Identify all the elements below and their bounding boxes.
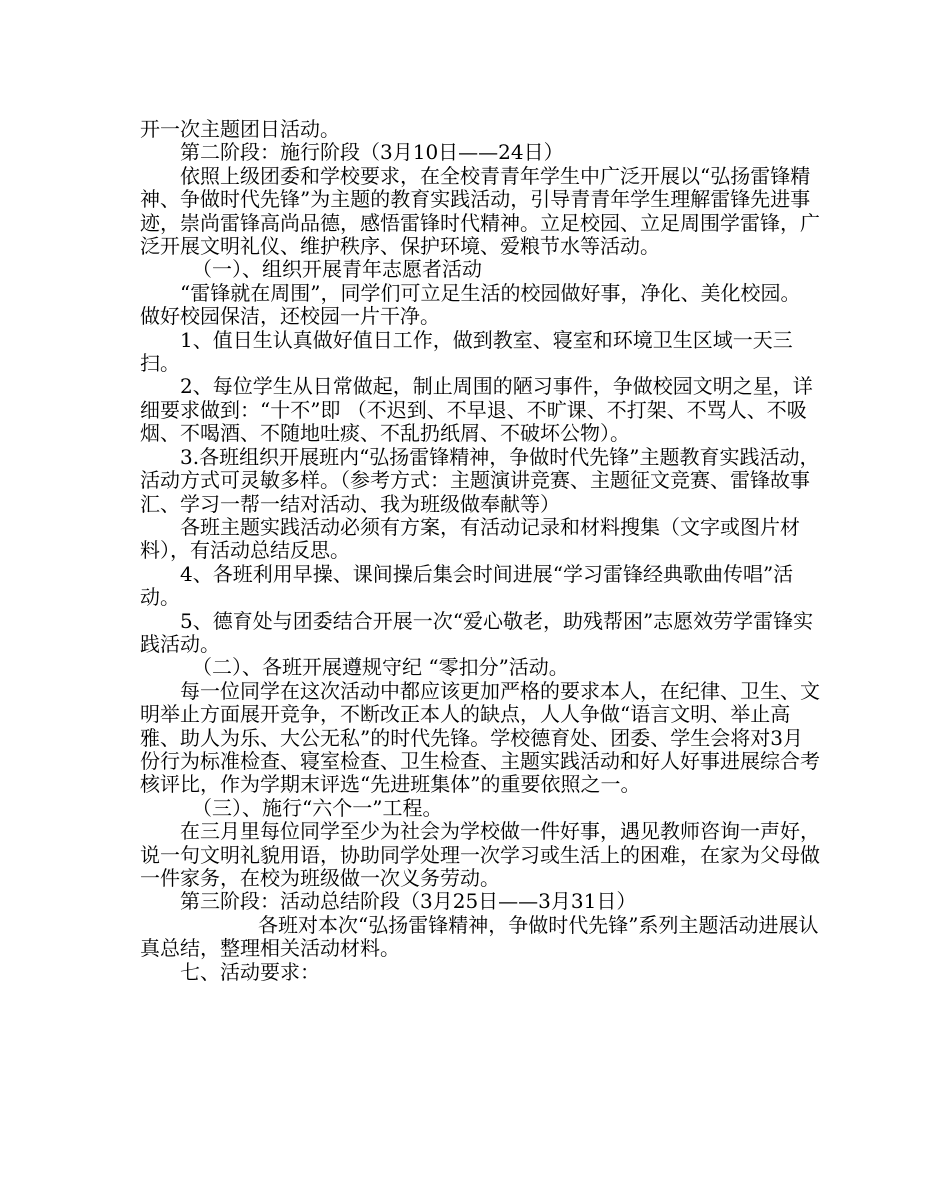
paragraph-3: 依照上级团委和学校要求，在全校青青年学生中广泛开展以“弘扬雷锋精神、争做时代先锋”为主题的教育实践活动，引导青青年学生理解雷锋先进事迹，崇尚雷锋高尚品德，感悟雷锋时代精神。立足校园、立足周围学雷锋，广泛开展文明礼仪、维护秩序、保护环境、爱粮节水等活动。	[140, 163, 820, 259]
section-heading-1: （一）、组织开展青年志愿者活动	[192, 257, 482, 282]
paragraph-9: 各班主题实践活动必须有方案，有活动记录和材料搜集（文字或图片材料），有活动总结反思。	[140, 514, 800, 563]
list-item-1: 1、值日生认真做好值日工作，做到教室、寝室和环境卫生区域一天三扫。	[140, 327, 793, 376]
section-heading-7: 七、活动要求：	[180, 959, 320, 984]
list-item-5: 5、德育处与团委结合开展一次“爱心敬老，助残帮困”志愿效劳学雷锋实践活动。	[140, 608, 814, 656]
paragraph-2: 第二阶段：施行阶段（3月10日——24日）	[180, 140, 564, 165]
paragraph-17: 各班对本次“弘扬雷锋精神，争做时代先锋”系列主题活动进展认真总结，整理相关活动材料。	[140, 912, 819, 961]
paragraph-5: “雷锋就在周围”，同学们可立足生活的校园做好事，净化、美化校园。做好校园保洁，还校园一片干净。	[140, 280, 801, 329]
list-item-3: 3.各班组织开展班内“弘扬雷锋精神，争做时代先锋”主题教育实践活动，活动方式可灵敏多样。（参考方式：主题演讲竞赛、主题征文竞赛、雷锋故事汇、学习一帮一结对活动、我为班级做奉献等）	[140, 444, 820, 516]
section-heading-2: （二）、各班开展遵规守纪 “零扣分”活动。	[192, 655, 569, 680]
paragraph-1: 开一次主题团日活动。	[140, 117, 340, 141]
list-item-2: 2、每位学生从日常做起，制止周围的陋习事件，争做校园文明之星，详细要求做到：“十不”即 （不迟到、不早退、不旷课、不打架、不骂人、不吸烟、不喝酒、不随地吐痰、不乱扔纸屑、不破坏公物）。	[140, 374, 813, 446]
paragraph-15: 在三月里每位同学至少为社会为学校做一件好事，遇见教师咨询一声好，说一句文明礼貌用语，协助同学处理一次学习或生活上的困难，在家为父母做一件家务，在校为班级做一次义务劳动。	[140, 819, 820, 890]
document-body	[140, 118, 820, 984]
section-heading-3: （三）、施行“六个一”工程。	[192, 795, 443, 820]
stage-heading-3: 第三阶段：活动总结阶段（3月25日——3月31日）	[180, 889, 637, 914]
list-item-4: 4、各班利用早操、课间操后集会时间进展“学习雷锋经典歌曲传唱”活动。	[140, 561, 794, 610]
paragraph-13: 每一位同学在这次活动中都应该更加严格的要求本人，在纪律、卫生、文明举止方面展开竞争，不断改正本人的缺点，人人争做“语言文明、举止高雅、助人为乐、大公无私”的时代先锋。学校德育处、团委、学生会将对3月份行为标准检查、寝室检查、卫生检查、主题实践活动和好人好事进展综合考核评比，作为学期末评选“先进班集体”的重要依照之一。	[140, 678, 820, 797]
